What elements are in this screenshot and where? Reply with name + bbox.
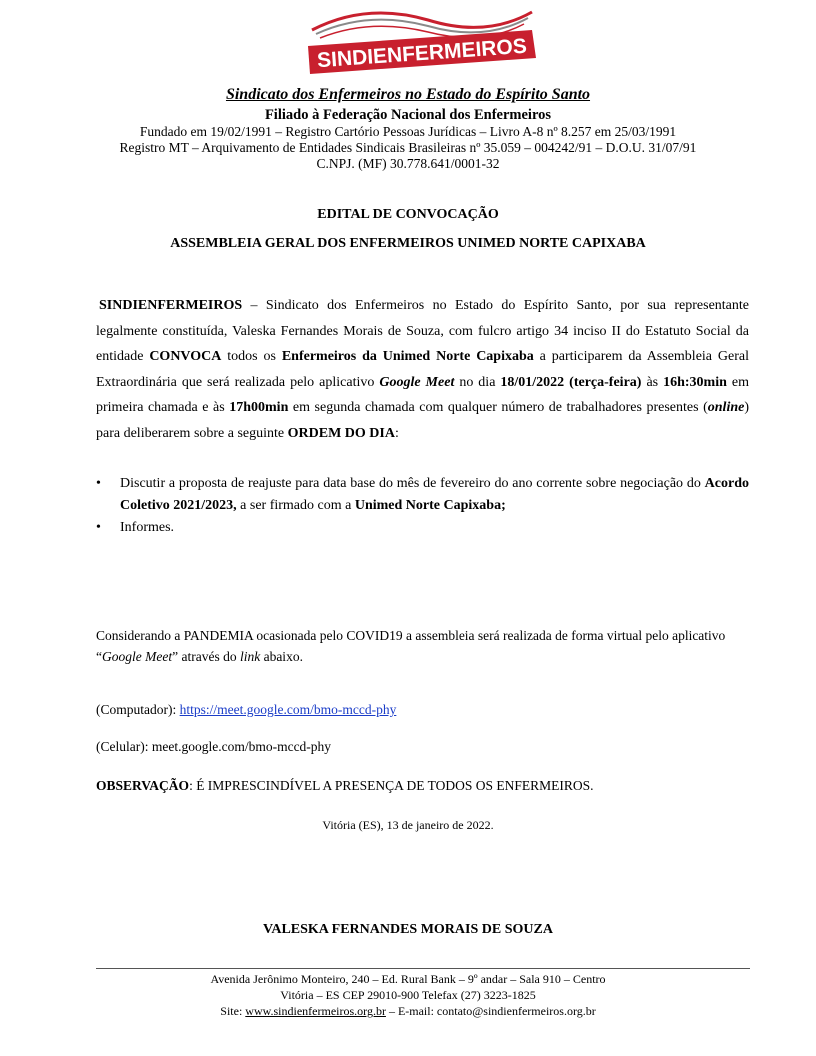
signature-name: VALESKA FERNANDES MORAIS DE SOUZA	[263, 922, 553, 937]
convocation-paragraph: SINDIENFERMEIROS – Sindicato dos Enfermeiros no Estado do Espírito Santo, por sua representante legalmente constituída, Valeska Fernandes Morais de Souza, com fulcro artigo 34 inciso II do Estatuto Social da entidade CONVOCA todos os Enfermeiros da Unimed Norte Capixaba a participarem da Assembleia Geral Extraordinária que será realizada pelo aplicativo Google Meet no dia 18/01/2022 (terça-feira) às 16h:30min em primeira chamada e às 17h00min em segunda chamada com qualquer número de trabalhadores presentes (online) para deliberarem sobre a seguinte ORDEM DO DIA:	[96, 298, 750, 441]
org-name: Sindicato dos Enfermeiros no Estado do Espírito Santo	[225, 86, 591, 103]
footer-contacts: Site: www.sindienfermeiros.org.br – E-mail: contato@sindienfermeiros.org.br	[220, 1004, 596, 1018]
meeting-date: 18/01/2022 (terça-feira)	[500, 374, 642, 390]
list-item: • Discutir a proposta de reajuste para data base do mês de fevereiro do ano corrente sobre negociação do Acordo Coletivo 2021/2023, a ser firmado com a Unimed Norte Capixaba;	[96, 473, 749, 517]
footer-divider	[96, 968, 750, 969]
city-date: Vitória (ES), 13 de janeiro de 2022.	[322, 818, 494, 832]
site-link[interactable]: www.sindienfermeiros.org.br	[245, 1004, 386, 1018]
pandemic-notice: Considerando a PANDEMIA ocasionada pelo COVID19 a assembleia será realizada de forma virtual pelo aplicativo “Google Meet” através do link abaixo.	[96, 628, 726, 664]
meet-mobile-url: meet.google.com/bmo-mccd-phy	[151, 739, 332, 754]
observation: OBSERVAÇÃO: É IMPRESCINDÍVEL A PRESENÇA DE TODOS OS ENFERMEIROS.	[96, 778, 594, 793]
logo	[306, 8, 536, 78]
assembly-title: ASSEMBLEIA GERAL DOS ENFERMEIROS UNIMED NORTE CAPIXABA	[170, 236, 646, 251]
affiliation: Filiado à Federação Nacional dos Enfermeiros	[264, 107, 552, 123]
cnpj-line: C.NPJ. (MF) 30.778.641/0001-32	[316, 156, 500, 171]
logo-text: SINDIENFERMEIROS	[316, 34, 528, 73]
bullet-icon: •	[96, 520, 101, 535]
registration-line-2: Registro MT – Arquivamento de Entidades Sindicais Brasileiras nº 35.059 – 004242/91 – D.O.U. 31/07/91	[119, 140, 697, 155]
org-acronym: SINDIENFERMEIROS	[99, 298, 243, 313]
computer-link-line: (Computador): https://meet.google.com/bmo-mccd-phy	[96, 702, 397, 717]
second-call-time: 17h00min	[229, 400, 289, 415]
list-item: • Informes.	[96, 517, 749, 539]
bullet-icon: •	[96, 476, 101, 491]
footer-city: Vitória – ES CEP 29010-900 Telefax (27) 3223-1825	[280, 988, 536, 1002]
footer-address: Avenida Jerônimo Monteiro, 240 – Ed. Rural Bank – 9º andar – Sala 910 – Centro	[210, 972, 606, 986]
mobile-link-line: (Celular): meet.google.com/bmo-mccd-phy	[96, 739, 332, 754]
first-call-time: 16h:30min	[663, 374, 727, 390]
registration-line-1: Fundado em 19/02/1991 – Registro Cartório Pessoas Jurídicas – Livro A-8 nº 8.257 em 25/03/1991	[139, 124, 677, 139]
meet-link[interactable]: https://meet.google.com/bmo-mccd-phy	[179, 702, 397, 717]
agenda-list	[96, 473, 749, 539]
document-title: EDITAL DE CONVOCAÇÃO	[317, 207, 499, 222]
